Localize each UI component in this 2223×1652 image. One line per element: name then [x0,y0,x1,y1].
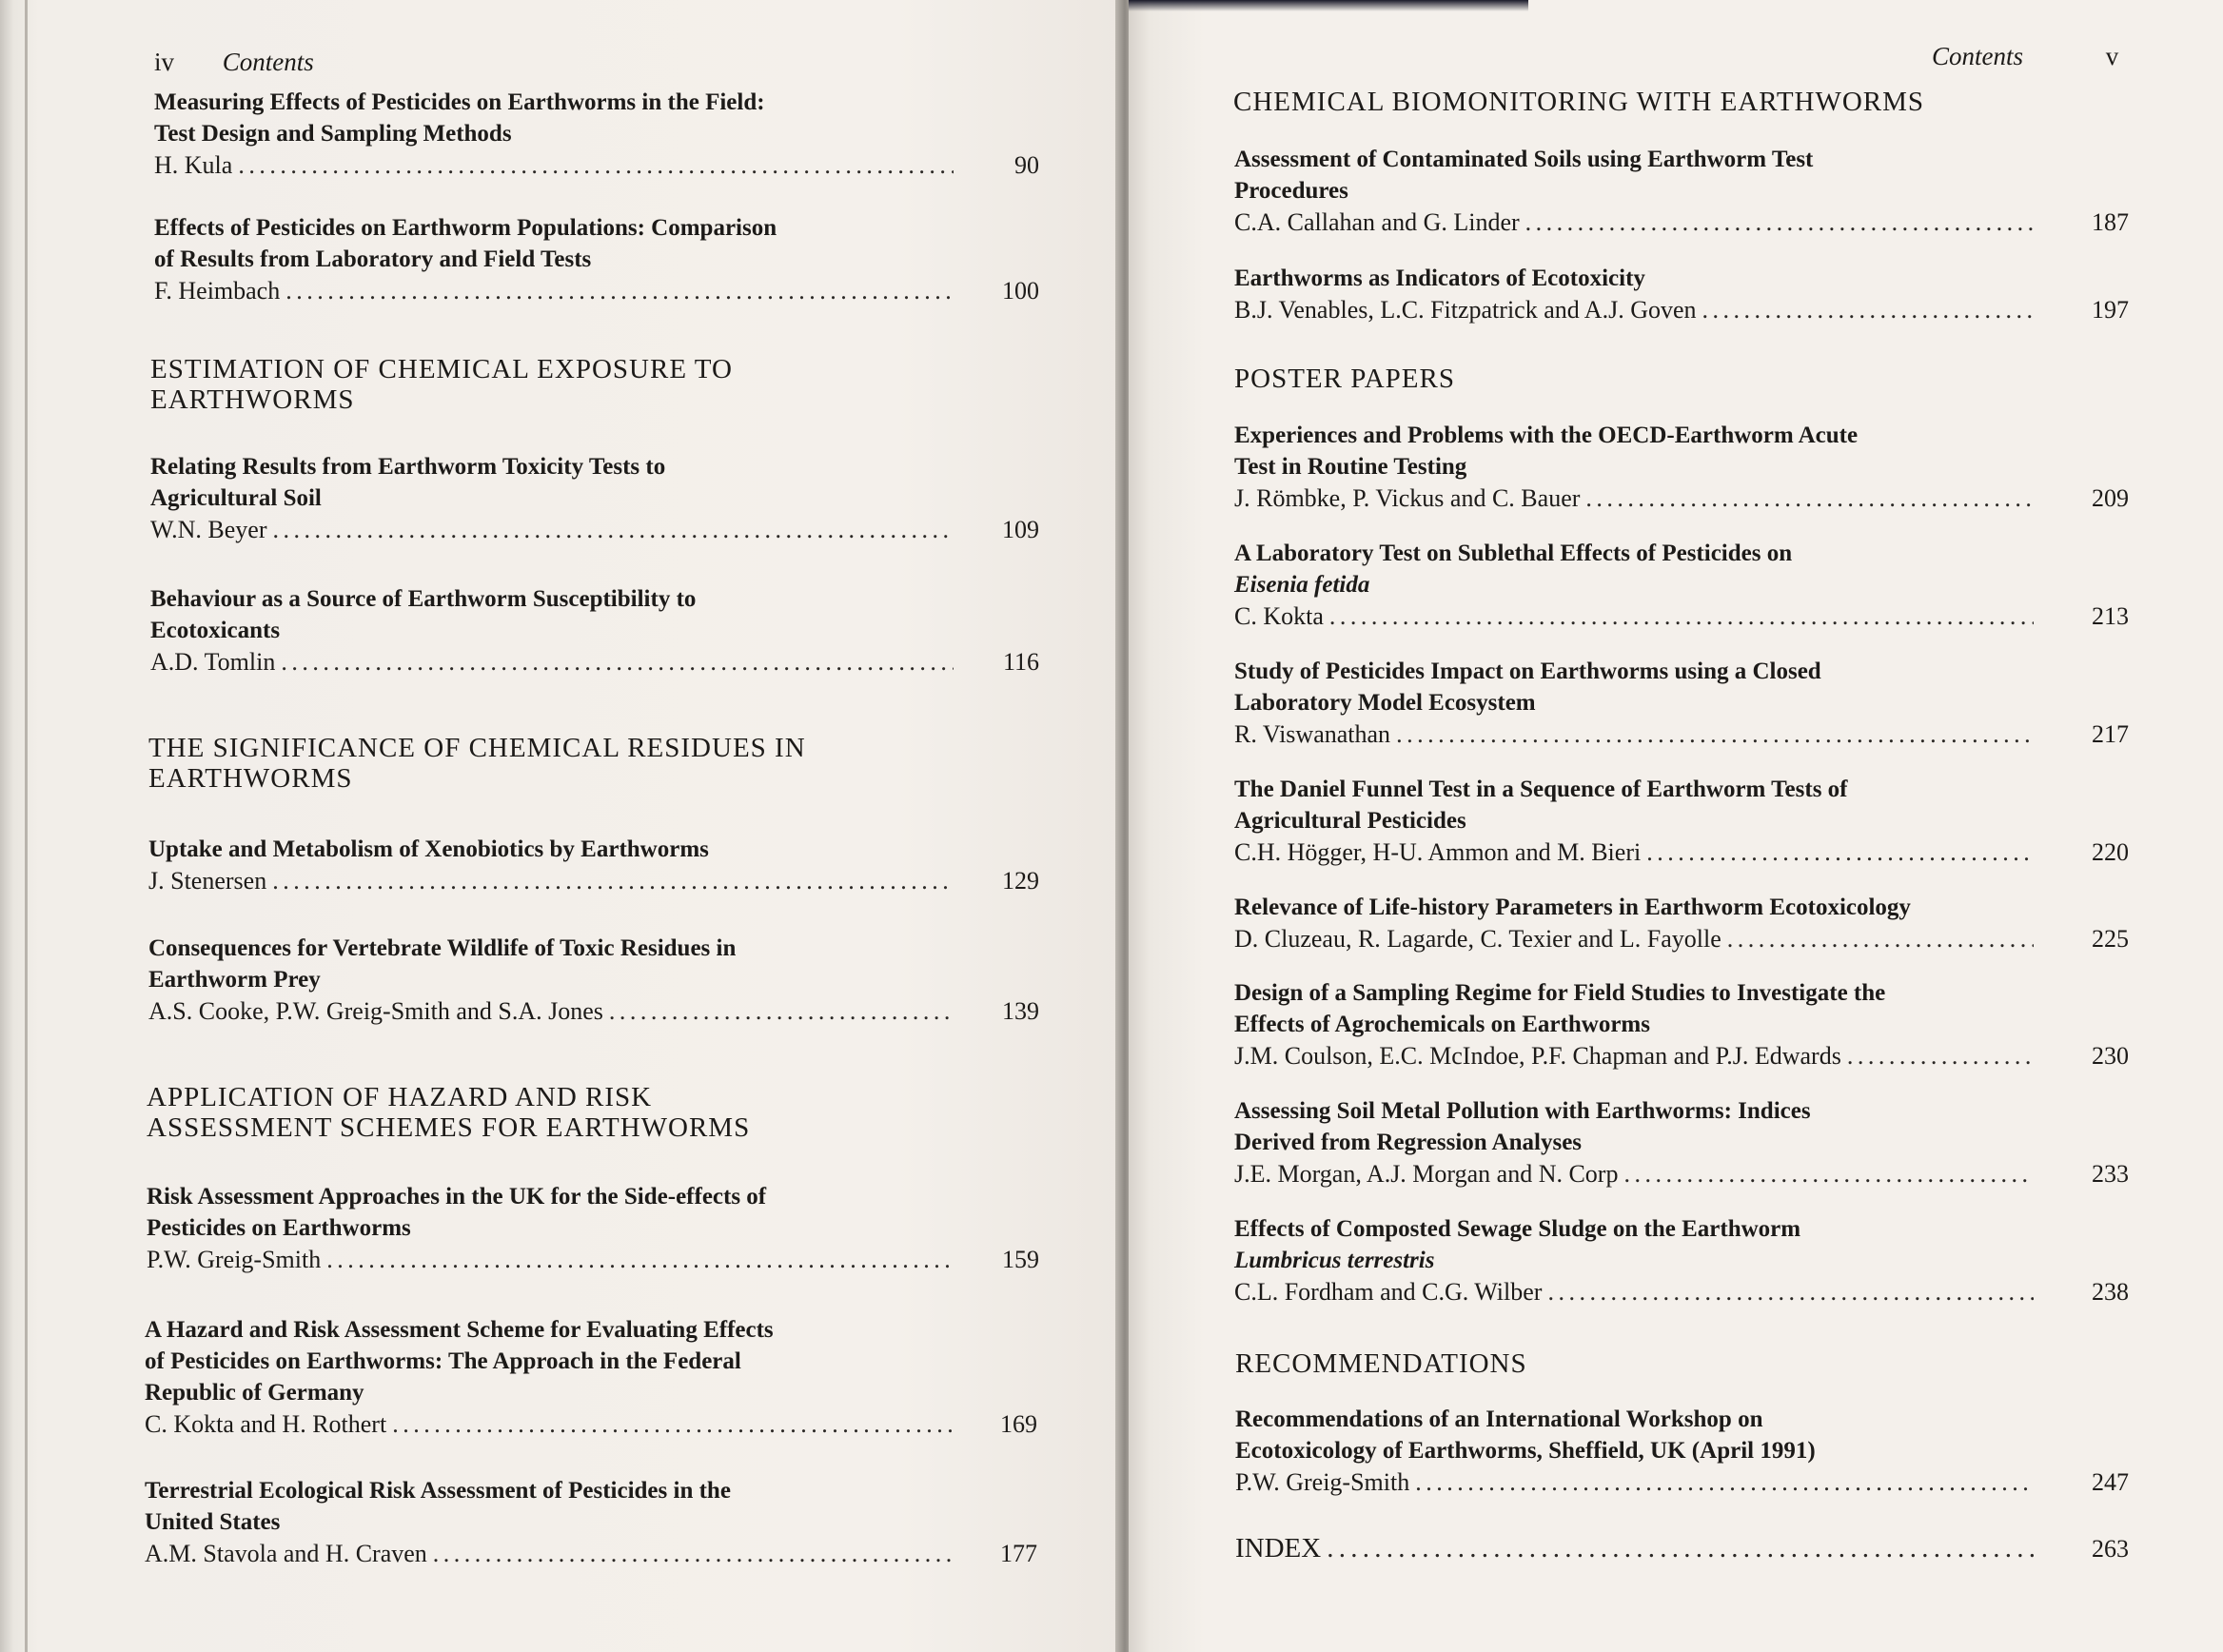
entry-title: Assessing Soil Metal Pollution with Earthworms: Indices Derived from Regression Analyses [1234,1098,1811,1155]
entry-page-number: 213 [2092,602,2129,630]
section-heading: APPLICATION OF HAZARD AND RISK ASSESSMENT SCHEMES FOR EARTHWORMS [147,1082,751,1143]
dot-leader [1547,1276,2034,1308]
entry-author-line [154,149,1039,181]
dot-leader [281,646,954,678]
right-folio: v [2105,42,2119,70]
toc-entry [1234,1213,2129,1308]
entry-author: H. Kula [154,151,233,179]
toc-entry [154,87,1039,181]
entry-page-number: 197 [2092,296,2129,324]
entry-author-line [148,865,1039,896]
toc-entry [147,1181,1039,1275]
entry-author: C.L. Fordham and C.G. Wilber [1234,1278,1543,1306]
entry-author: J. Römbke, P. Vickus and C. Bauer [1234,484,1581,512]
entry-author-line [1234,718,2129,750]
entry-page-number: 247 [2092,1468,2129,1496]
entry-author-line [145,1538,1037,1569]
dot-leader [272,865,954,896]
index-entry [1235,1533,2129,1564]
entry-page-number: 139 [1002,997,1039,1025]
index-label: INDEX [1235,1533,1322,1564]
left-running-title: Contents [222,48,314,76]
section-heading: THE SIGNIFICANCE OF CHEMICAL RESIDUES IN EARTHWORMS [148,733,806,794]
entry-author-line [1235,1466,2129,1498]
entry-author: J.E. Morgan, A.J. Morgan and N. Corp [1234,1160,1619,1188]
entry-page-number: 233 [2092,1160,2129,1188]
top-shadow [1129,0,1528,11]
entry-title: Uptake and Metabolism of Xenobiotics by Earthworms [148,836,709,862]
entry-author: D. Cluzeau, R. Lagarde, C. Texier and L. Fayolle [1234,925,1721,953]
entry-page-number: 230 [2092,1042,2129,1070]
left-folio: iv [154,48,175,76]
toc-entry [1234,892,2129,954]
entry-author: R. Viswanathan [1234,720,1391,748]
entry-title: Study of Pesticides Impact on Earthworms using a Closed Laboratory Model Ecosystem [1234,659,1821,716]
dot-leader [1329,600,2034,632]
entry-author: F. Heimbach [154,277,281,305]
entry-page-number: 225 [2092,925,2129,953]
entry-title: Relating Results from Earthworm Toxicity Tests to Agricultural Soil [150,454,666,511]
dot-leader [326,1244,954,1275]
entry-title: Design of a Sampling Regime for Field Studies to Investigate the Effects of Agrochemicals on Earthworms [1234,980,1886,1037]
entry-page-number: 209 [2092,484,2129,512]
entry-author-line [147,1244,1039,1275]
entry-title: Terrestrial Ecological Risk Assessment of Pesticides in the United States [145,1478,731,1535]
entry-author-line [145,1408,1037,1440]
toc-entry [1234,263,2129,325]
entry-title: Earthworms as Indicators of Ecotoxicity [1234,266,1645,291]
dot-leader [1646,836,2034,868]
dot-leader [1327,1533,2034,1564]
dot-leader [273,514,954,545]
dot-leader [1702,294,2034,325]
entry-title: Effects of Pesticides on Earthworm Populations: Comparison of Results from Laboratory and Field Tests [154,215,777,272]
entry-title: Experiences and Problems with the OECD-Earthworm Acute Test in Routine Testing [1234,423,1859,480]
entry-page-number: 169 [1000,1410,1037,1438]
entry-author-line [1234,600,2129,632]
entry-author-line [1234,482,2129,514]
entry-author: W.N. Beyer [150,516,267,543]
entry-author: B.J. Venables, L.C. Fitzpatrick and A.J. Goven [1234,296,1697,324]
right-running-title: Contents [1932,42,2024,70]
dot-leader [1396,718,2034,750]
entry-page-number: 116 [1002,648,1039,676]
toc-entry [1234,420,2129,514]
section-heading: POSTER PAPERS [1234,364,1455,394]
entry-title: The Daniel Funnel Test in a Sequence of Earthworm Tests of Agricultural Pesticides [1234,777,1848,834]
entry-author-line [1234,1040,2129,1072]
toc-entry [1234,1095,2129,1190]
dot-leader [1415,1466,2034,1498]
dot-leader [1847,1040,2034,1072]
dot-leader [1525,206,2034,238]
toc-entry [154,212,1039,306]
entry-author: P.W. Greig-Smith [1235,1468,1410,1496]
entry-author: C.A. Callahan and G. Linder [1234,208,1520,236]
dot-leader [1727,923,2034,954]
dot-leader [609,995,954,1027]
entry-author-line [1234,206,2129,238]
entry-page-number: 187 [2092,208,2129,236]
entry-author: J. Stenersen [148,867,267,895]
entry-title: A Laboratory Test on Sublethal Effects of Pesticides on Eisenia fetida [1234,541,1793,598]
entry-author-line [150,646,1039,678]
entry-title: A Hazard and Risk Assessment Scheme for Evaluating Effects of Pesticides on Earthworms: The Approach in the Federal Republic of Germany [145,1317,774,1406]
dot-leader [1623,1158,2034,1190]
entry-author-line [154,275,1039,306]
entry-author: J.M. Coulson, E.C. McIndoe, P.F. Chapman and P.J. Edwards [1234,1042,1841,1070]
entry-author: A.S. Cooke, P.W. Greig-Smith and S.A. Jones [148,997,603,1025]
section-heading: ESTIMATION OF CHEMICAL EXPOSURE TO EARTHWORMS [150,354,733,415]
entry-author-line [148,995,1039,1027]
dot-leader [392,1408,952,1440]
entry-author-line [1234,1158,2129,1190]
entry-author-line [150,514,1039,545]
entry-author: C.H. Högger, H-U. Ammon and M. Bieri [1234,838,1642,866]
entry-author: A.M. Stavola and H. Craven [145,1540,427,1567]
entry-title: Recommendations of an International Workshop on Ecotoxicology of Earthworms, Sheffield, UK (April 1991) [1235,1406,1816,1464]
entry-title: Behaviour as a Source of Earthworm Susceptibility to Ecotoxicants [150,586,697,643]
toc-entry [1234,144,2129,238]
dot-leader [433,1538,952,1569]
entry-page-number: 129 [1002,867,1039,895]
section-heading: RECOMMENDATIONS [1235,1348,1527,1379]
toc-entry [1234,538,2129,632]
entry-title: Measuring Effects of Pesticides on Earthworms in the Field: Test Design and Sampling Methods [154,89,765,147]
entry-title: Relevance of Life-history Parameters in Earthworm Ecotoxicology [1234,895,1911,920]
right-running-head [1932,42,2118,71]
toc-entry [148,834,1039,896]
entry-title: Assessment of Contaminated Soils using Earthworm Test Procedures [1234,147,1814,204]
entry-page-number: 109 [1002,516,1039,543]
entry-page-number: 100 [1002,277,1039,305]
toc-entry [145,1475,1037,1569]
entry-author-line [1234,923,2129,954]
dot-leader [238,149,954,181]
entry-page-number: 217 [2092,720,2129,748]
toc-entry [1234,656,2129,750]
entry-author: P.W. Greig-Smith [147,1246,322,1273]
entry-title: Consequences for Vertebrate Wildlife of Toxic Residues in Earthworm Prey [148,935,737,993]
left-running-head [154,48,314,77]
section-heading: CHEMICAL BIOMONITORING WITH EARTHWORMS [1233,87,1925,117]
entry-author-line [1235,1533,2129,1564]
toc-entry [1234,977,2129,1072]
toc-entry [1234,774,2129,868]
entry-page-number: 177 [1000,1540,1037,1567]
entry-author: A.D. Tomlin [150,648,276,676]
entry-title: Effects of Composted Sewage Sludge on the Earthworm Lumbricus terrestris [1234,1216,1801,1273]
entry-page-number: 90 [1014,151,1039,179]
entry-author-line [1234,294,2129,325]
entry-page-number: 159 [1002,1246,1039,1273]
page-edge [25,0,28,1652]
toc-entry [148,933,1039,1027]
entry-page-number: 238 [2092,1278,2129,1306]
dot-leader [285,275,954,306]
toc-entry [150,451,1039,545]
toc-entry [1235,1404,2129,1498]
entry-author: C. Kokta [1234,602,1324,630]
dot-leader [1585,482,2034,514]
entry-page-number: 263 [2092,1535,2129,1563]
entry-page-number: 220 [2092,838,2129,866]
toc-entry [145,1314,1037,1440]
entry-author-line [1234,1276,2129,1308]
entry-title: Risk Assessment Approaches in the UK for the Side-effects of Pesticides on Earthworms [147,1184,767,1241]
entry-author: C. Kokta and H. Rothert [145,1410,387,1438]
entry-author-line [1234,836,2129,868]
toc-entry [150,583,1039,678]
